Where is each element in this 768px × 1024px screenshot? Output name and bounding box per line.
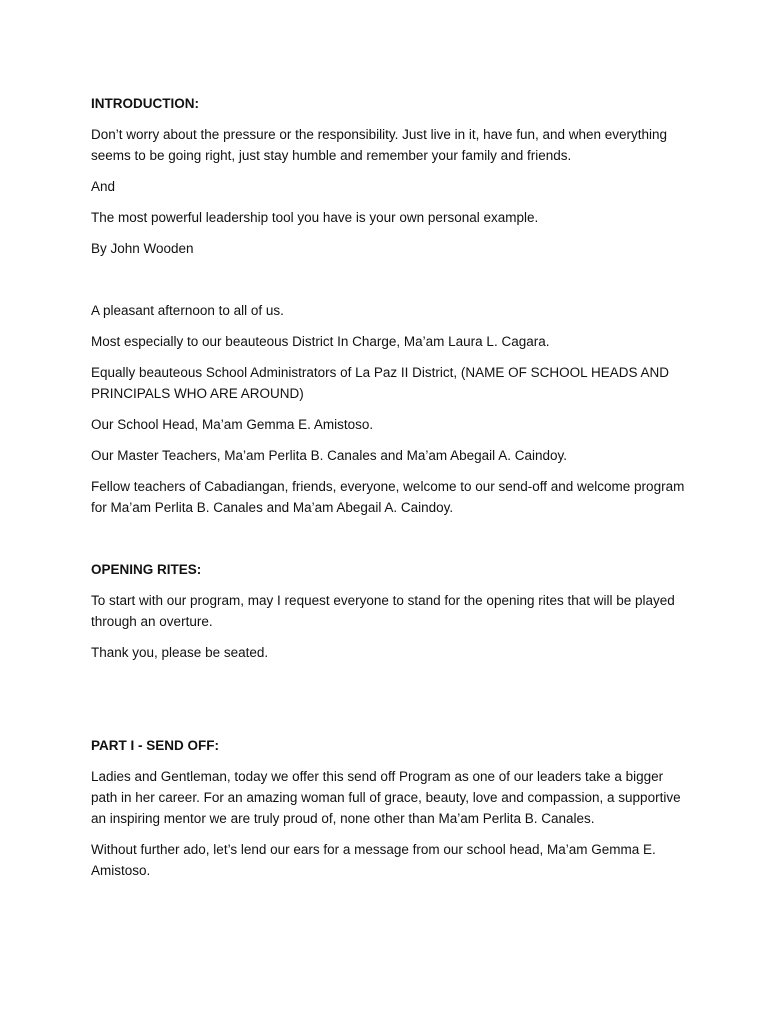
intro-connector: And bbox=[91, 179, 116, 194]
intro-quote-2: The most powerful leadership tool you have is your own personal example. bbox=[91, 210, 539, 225]
opening-rites-line-2: Thank you, please be seated. bbox=[91, 645, 269, 660]
part1-heading: PART I - SEND OFF: bbox=[91, 738, 219, 753]
opening-rites-line-1: To start with our program, may I request everyone to stand for the opening rites that will be played through an overture. bbox=[91, 593, 675, 629]
part1-line-2: Without further ado, let’s lend our ears for a message from our school head, Ma’am Gemma E. Amistoso. bbox=[91, 842, 656, 878]
greeting-line-3: Equally beauteous School Administrators of La Paz II District, (NAME OF SCHOOL HEADS AND PRINCIPALS WHO ARE AROUND) bbox=[91, 365, 669, 401]
intro-attribution: By John Wooden bbox=[91, 241, 194, 256]
greeting-line-4: Our School Head, Ma’am Gemma E. Amistoso. bbox=[91, 417, 374, 432]
greeting-line-6: Fellow teachers of Cabadiangan, friends, everyone, welcome to our send-off and welcome program for Ma’am Perlita B. Canales and Ma’am Abegail A. Caindoy. bbox=[91, 479, 685, 515]
greeting-line-2: Most especially to our beauteous District In Charge, Ma’am Laura L. Cagara. bbox=[91, 334, 550, 349]
opening-rites-heading: OPENING RITES: bbox=[91, 562, 202, 577]
greeting-line-5: Our Master Teachers, Ma’am Perlita B. Canales and Ma’am Abegail A. Caindoy. bbox=[91, 448, 567, 463]
greeting-line-1: A pleasant afternoon to all of us. bbox=[91, 303, 284, 318]
intro-quote-1: Don’t worry about the pressure or the responsibility. Just live in it, have fun, and when everything seems to be going right, just stay humble and remember your family and friends. bbox=[91, 127, 668, 163]
part1-line-1: Ladies and Gentleman, today we offer this send off Program as one of our leaders take a bigger path in her career. For an amazing woman full of grace, beauty, love and compassion, a supportive an inspiring mentor we are truly proud of, none other than Ma’am Perlita B. Canales. bbox=[91, 769, 681, 826]
introduction-heading: INTRODUCTION: bbox=[91, 96, 199, 111]
document-body bbox=[91, 93, 691, 881]
